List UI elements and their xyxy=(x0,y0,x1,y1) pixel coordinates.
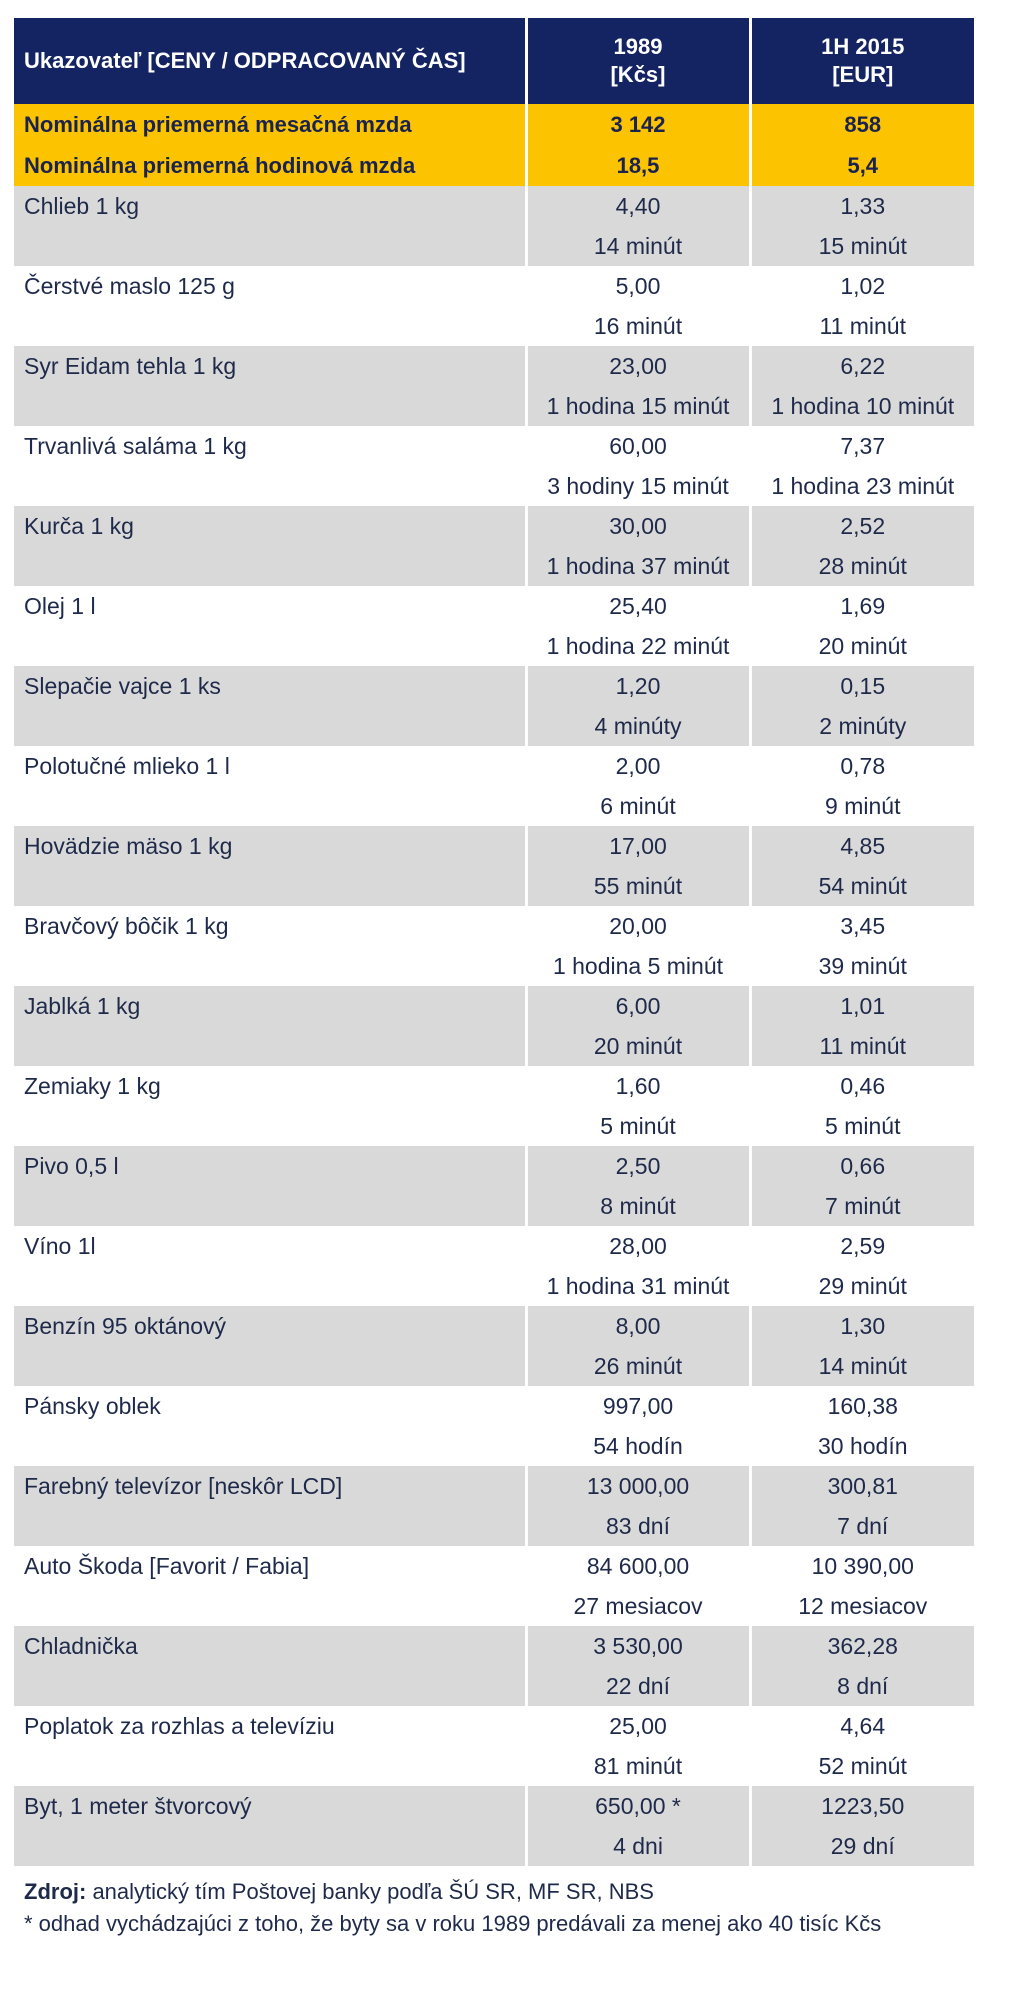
price-2015: 3,45 xyxy=(750,906,974,946)
item-label: Byt, 1 meter štvorcový xyxy=(14,1786,526,1826)
price-1989: 60,00 xyxy=(526,426,750,466)
item-label-empty xyxy=(14,386,526,426)
worktime-2015: 9 minút xyxy=(750,786,974,826)
worktime-2015: 8 dní xyxy=(750,1666,974,1706)
worktime-1989: 83 dní xyxy=(526,1506,750,1546)
worktime-2015: 1 hodina 23 minút xyxy=(750,466,974,506)
worktime-2015: 15 minút xyxy=(750,226,974,266)
worktime-1989: 16 minút xyxy=(526,306,750,346)
item-label: Zemiaky 1 kg xyxy=(14,1066,526,1106)
item-label-empty xyxy=(14,1186,526,1226)
source-line xyxy=(24,1876,974,1908)
price-2015: 7,37 xyxy=(750,426,974,466)
item-label: Farebný televízor [neskôr LCD] xyxy=(14,1466,526,1506)
worktime-1989: 4 dni xyxy=(526,1826,750,1866)
price-1989: 25,40 xyxy=(526,586,750,626)
price-1989: 8,00 xyxy=(526,1306,750,1346)
worktime-2015: 54 minút xyxy=(750,866,974,906)
header-2015-year: 1H 2015 xyxy=(821,34,905,59)
item-label-empty xyxy=(14,626,526,666)
item-worktime-row xyxy=(14,786,974,826)
header-2015 xyxy=(750,18,974,104)
item-worktime-row xyxy=(14,1666,974,1706)
item-worktime-row xyxy=(14,866,974,906)
item-worktime-row xyxy=(14,1586,974,1626)
item-price-row xyxy=(14,1386,974,1426)
item-worktime-row xyxy=(14,946,974,986)
item-label-empty xyxy=(14,1266,526,1306)
item-label: Olej 1 l xyxy=(14,586,526,626)
worktime-2015: 2 minúty xyxy=(750,706,974,746)
worktime-2015: 29 dní xyxy=(750,1826,974,1866)
item-label-empty xyxy=(14,946,526,986)
worktime-2015: 1 hodina 10 minút xyxy=(750,386,974,426)
price-2015: 2,52 xyxy=(750,506,974,546)
worktime-2015: 5 minút xyxy=(750,1106,974,1146)
price-2015: 1,33 xyxy=(750,186,974,226)
price-2015: 1223,50 xyxy=(750,1786,974,1826)
item-worktime-row xyxy=(14,386,974,426)
worktime-2015: 12 mesiacov xyxy=(750,1586,974,1626)
price-1989: 20,00 xyxy=(526,906,750,946)
worktime-2015: 7 minút xyxy=(750,1186,974,1226)
item-worktime-row xyxy=(14,1506,974,1546)
price-1989: 17,00 xyxy=(526,826,750,866)
price-1989: 1,60 xyxy=(526,1066,750,1106)
price-2015: 10 390,00 xyxy=(750,1546,974,1586)
item-price-row xyxy=(14,586,974,626)
item-label-empty xyxy=(14,1506,526,1546)
source-text: analytický tím Poštovej banky podľa ŠÚ SR, MF SR, NBS xyxy=(86,1879,654,1904)
price-1989: 6,00 xyxy=(526,986,750,1026)
price-2015: 1,69 xyxy=(750,586,974,626)
wage-2015: 858 xyxy=(750,104,974,145)
worktime-2015: 30 hodín xyxy=(750,1426,974,1466)
item-label: Poplatok za rozhlas a televíziu xyxy=(14,1706,526,1746)
table-header-row xyxy=(14,18,974,104)
price-1989: 1,20 xyxy=(526,666,750,706)
item-label: Polotučné mlieko 1 l xyxy=(14,746,526,786)
worktime-1989: 22 dní xyxy=(526,1666,750,1706)
item-worktime-row xyxy=(14,306,974,346)
source-label: Zdroj: xyxy=(24,1879,87,1904)
item-price-row xyxy=(14,506,974,546)
worktime-1989: 1 hodina 15 minút xyxy=(526,386,750,426)
worktime-2015: 28 minút xyxy=(750,546,974,586)
worktime-2015: 20 minút xyxy=(750,626,974,666)
header-1989-year: 1989 xyxy=(613,34,663,59)
price-1989: 3 530,00 xyxy=(526,1626,750,1666)
worktime-1989: 55 minút xyxy=(526,866,750,906)
item-price-row xyxy=(14,426,974,466)
footnote: * odhad vychádzajúci z toho, že byty sa v roku 1989 predávali za menej ako 40 tisíc Kčs xyxy=(24,1911,882,1936)
item-worktime-row xyxy=(14,1826,974,1866)
worktime-1989: 1 hodina 31 minút xyxy=(526,1266,750,1306)
worktime-1989: 81 minút xyxy=(526,1746,750,1786)
worktime-2015: 14 minút xyxy=(750,1346,974,1386)
item-worktime-row xyxy=(14,1186,974,1226)
item-label: Auto Škoda [Favorit / Fabia] xyxy=(14,1546,526,1586)
item-worktime-row xyxy=(14,1106,974,1146)
item-label-empty xyxy=(14,1586,526,1626)
item-price-row xyxy=(14,1546,974,1586)
table-body xyxy=(14,104,974,1866)
item-price-row xyxy=(14,1066,974,1106)
item-label: Pánsky oblek xyxy=(14,1386,526,1426)
price-1989: 4,40 xyxy=(526,186,750,226)
price-2015: 0,15 xyxy=(750,666,974,706)
worktime-2015: 52 minút xyxy=(750,1746,974,1786)
item-price-row xyxy=(14,346,974,386)
price-1989: 25,00 xyxy=(526,1706,750,1746)
price-2015: 0,78 xyxy=(750,746,974,786)
worktime-2015: 11 minút xyxy=(750,1026,974,1066)
price-1989: 5,00 xyxy=(526,266,750,306)
price-1989: 28,00 xyxy=(526,1226,750,1266)
item-worktime-row xyxy=(14,466,974,506)
item-label: Trvanlivá saláma 1 kg xyxy=(14,426,526,466)
wage-label: Nominálna priemerná hodinová mzda xyxy=(14,145,526,186)
worktime-2015: 39 minút xyxy=(750,946,974,986)
price-2015: 6,22 xyxy=(750,346,974,386)
item-label-empty xyxy=(14,226,526,266)
price-1989: 84 600,00 xyxy=(526,1546,750,1586)
worktime-1989: 14 minút xyxy=(526,226,750,266)
price-comparison-table xyxy=(14,18,974,1866)
header-2015-unit: [EUR] xyxy=(832,62,894,87)
wage-row xyxy=(14,145,974,186)
header-1989-unit: [Kčs] xyxy=(610,62,666,87)
item-label-empty xyxy=(14,706,526,746)
worktime-1989: 54 hodín xyxy=(526,1426,750,1466)
item-price-row xyxy=(14,826,974,866)
price-2015: 4,64 xyxy=(750,1706,974,1746)
item-label: Syr Eidam tehla 1 kg xyxy=(14,346,526,386)
item-label-empty xyxy=(14,1026,526,1066)
item-price-row xyxy=(14,1306,974,1346)
item-label: Chlieb 1 kg xyxy=(14,186,526,226)
item-price-row xyxy=(14,986,974,1026)
item-label-empty xyxy=(14,466,526,506)
wage-1989: 3 142 xyxy=(526,104,750,145)
item-price-row xyxy=(14,266,974,306)
price-table-container xyxy=(14,18,974,1940)
item-label-empty xyxy=(14,786,526,826)
worktime-2015: 29 minút xyxy=(750,1266,974,1306)
header-indicator: Ukazovateľ [CENY / ODPRACOVANÝ ČAS] xyxy=(14,18,526,104)
item-worktime-row xyxy=(14,1426,974,1466)
price-2015: 4,85 xyxy=(750,826,974,866)
item-price-row xyxy=(14,746,974,786)
item-worktime-row xyxy=(14,1266,974,1306)
price-2015: 300,81 xyxy=(750,1466,974,1506)
item-label: Chladnička xyxy=(14,1626,526,1666)
price-2015: 1,01 xyxy=(750,986,974,1026)
item-price-row xyxy=(14,1466,974,1506)
wage-row xyxy=(14,104,974,145)
item-worktime-row xyxy=(14,226,974,266)
item-worktime-row xyxy=(14,546,974,586)
item-price-row xyxy=(14,1706,974,1746)
price-1989: 23,00 xyxy=(526,346,750,386)
price-2015: 1,02 xyxy=(750,266,974,306)
price-1989: 997,00 xyxy=(526,1386,750,1426)
item-price-row xyxy=(14,1786,974,1826)
worktime-1989: 5 minút xyxy=(526,1106,750,1146)
item-label: Pivo 0,5 l xyxy=(14,1146,526,1186)
item-label: Benzín 95 oktánový xyxy=(14,1306,526,1346)
item-label-empty xyxy=(14,1666,526,1706)
price-2015: 1,30 xyxy=(750,1306,974,1346)
worktime-1989: 1 hodina 37 minút xyxy=(526,546,750,586)
worktime-1989: 20 minút xyxy=(526,1026,750,1066)
worktime-1989: 3 hodiny 15 minút xyxy=(526,466,750,506)
item-label-empty xyxy=(14,1426,526,1466)
item-label-empty xyxy=(14,866,526,906)
item-worktime-row xyxy=(14,626,974,666)
item-label: Hovädzie mäso 1 kg xyxy=(14,826,526,866)
item-label-empty xyxy=(14,1106,526,1146)
item-label-empty xyxy=(14,1346,526,1386)
item-label-empty xyxy=(14,546,526,586)
item-label-empty xyxy=(14,1746,526,1786)
wage-2015: 5,4 xyxy=(750,145,974,186)
item-label: Jablká 1 kg xyxy=(14,986,526,1026)
item-worktime-row xyxy=(14,706,974,746)
item-price-row xyxy=(14,1146,974,1186)
item-price-row xyxy=(14,186,974,226)
price-1989: 650,00 * xyxy=(526,1786,750,1826)
price-1989: 2,50 xyxy=(526,1146,750,1186)
worktime-1989: 1 hodina 22 minút xyxy=(526,626,750,666)
worktime-1989: 6 minút xyxy=(526,786,750,826)
price-2015: 0,66 xyxy=(750,1146,974,1186)
wage-label: Nominálna priemerná mesačná mzda xyxy=(14,104,526,145)
item-worktime-row xyxy=(14,1746,974,1786)
price-2015: 362,28 xyxy=(750,1626,974,1666)
price-2015: 2,59 xyxy=(750,1226,974,1266)
item-label-empty xyxy=(14,306,526,346)
item-price-row xyxy=(14,1226,974,1266)
item-label: Víno 1l xyxy=(14,1226,526,1266)
worktime-1989: 8 minút xyxy=(526,1186,750,1226)
item-price-row xyxy=(14,666,974,706)
worktime-2015: 11 minút xyxy=(750,306,974,346)
item-price-row xyxy=(14,1626,974,1666)
item-label: Kurča 1 kg xyxy=(14,506,526,546)
item-label: Bravčový bôčik 1 kg xyxy=(14,906,526,946)
price-1989: 30,00 xyxy=(526,506,750,546)
worktime-1989: 4 minúty xyxy=(526,706,750,746)
worktime-2015: 7 dní xyxy=(750,1506,974,1546)
worktime-1989: 26 minút xyxy=(526,1346,750,1386)
wage-1989: 18,5 xyxy=(526,145,750,186)
price-2015: 160,38 xyxy=(750,1386,974,1426)
item-worktime-row xyxy=(14,1346,974,1386)
worktime-1989: 27 mesiacov xyxy=(526,1586,750,1626)
table-footer xyxy=(14,1876,974,1940)
item-label-empty xyxy=(14,1826,526,1866)
item-price-row xyxy=(14,906,974,946)
price-1989: 13 000,00 xyxy=(526,1466,750,1506)
price-2015: 0,46 xyxy=(750,1066,974,1106)
worktime-1989: 1 hodina 5 minút xyxy=(526,946,750,986)
item-label: Čerstvé maslo 125 g xyxy=(14,266,526,306)
item-label: Slepačie vajce 1 ks xyxy=(14,666,526,706)
header-1989 xyxy=(526,18,750,104)
item-worktime-row xyxy=(14,1026,974,1066)
price-1989: 2,00 xyxy=(526,746,750,786)
